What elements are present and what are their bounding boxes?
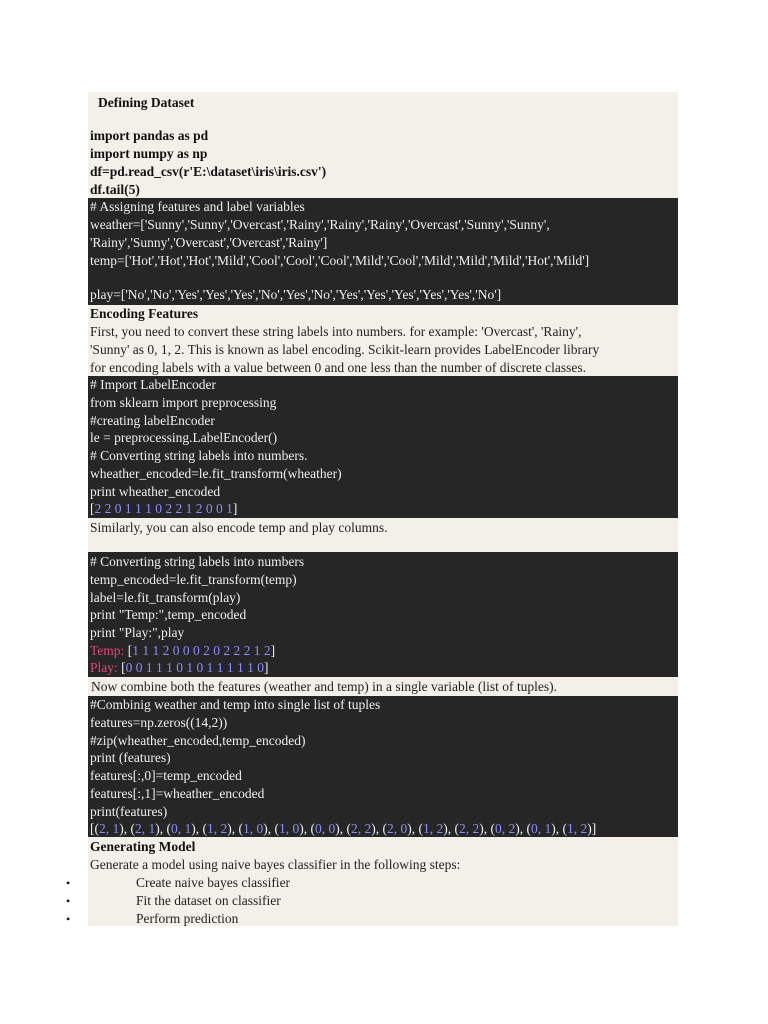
list-item: Fit the dataset on classifier [136, 893, 281, 908]
paren: ( [490, 821, 495, 836]
bracket: [ [90, 821, 95, 836]
paren: ( [94, 821, 99, 836]
paren: ), [371, 821, 383, 836]
code-line: 'Rainy','Sunny','Overcast','Overcast','Rainy'] [90, 235, 328, 250]
bracket: ] [591, 821, 597, 836]
paren: ), [227, 821, 239, 836]
code-line: features[:,0]=temp_encoded [90, 768, 242, 783]
bullet-icon: • [66, 912, 71, 926]
paren: ( [346, 821, 351, 836]
paren: ), [191, 821, 203, 836]
code-line: le = preprocessing.LabelEncoder() [90, 430, 278, 445]
tuple-value: 1, 0 [243, 821, 264, 836]
encoded-values: 0 0 1 1 1 0 1 0 1 1 1 1 1 0 [125, 660, 265, 675]
encoded-values: 2 2 0 1 1 1 0 2 2 1 2 0 0 1 [94, 501, 233, 516]
code-line: #zip(wheather_encoded,temp_encoded) [90, 733, 306, 748]
code-line: # Converting string labels into numbers [90, 554, 305, 569]
paren: ( [202, 821, 207, 836]
code-line: play=['No','No','Yes','Yes','Yes','No','Yes','No','Yes','Yes','Yes','Yes','Yes','No'] [90, 287, 502, 302]
code-line: # Assigning features and label variables [90, 199, 305, 214]
code-block-assign-variables [88, 198, 678, 305]
tuple-value: 1, 0 [279, 821, 300, 836]
paren: ( [166, 821, 171, 836]
paren: ( [382, 821, 387, 836]
bullet-icon: • [66, 876, 71, 890]
paren: ), [479, 821, 491, 836]
code-output-features [90, 820, 596, 838]
paragraph-line: Generate a model using naive bayes classifier in the following steps: [90, 857, 461, 872]
code-line: print wheather_encoded [90, 484, 221, 499]
code-line: # Import LabelEncoder [90, 377, 216, 392]
tuple-value: 1, 2 [207, 821, 228, 836]
bracket: ] [232, 501, 238, 516]
code-block-label-encoder [88, 376, 678, 518]
paren: ( [562, 821, 567, 836]
code-block-encode-temp-play [88, 552, 678, 677]
list-item: Create naive bayes classifier [136, 875, 291, 890]
code-line: wheather_encoded=le.fit_transform(wheather) [90, 466, 342, 481]
code-output-weather-encoded [90, 500, 237, 518]
tuple-value: 1, 2 [423, 821, 444, 836]
section-heading-defining-dataset: Defining Dataset [98, 95, 195, 110]
code-line: print(features) [90, 804, 168, 819]
bracket: [ [124, 643, 133, 658]
paren: ) [587, 821, 592, 836]
paren: ), [299, 821, 311, 836]
tuple-value: 2, 2 [459, 821, 480, 836]
output-label: Temp: [90, 643, 125, 658]
bracket: ] [270, 643, 276, 658]
tuple-value: 0, 0 [315, 821, 336, 836]
tuple-value: 0, 1 [531, 821, 552, 836]
paren: ), [263, 821, 275, 836]
paren: ( [274, 821, 279, 836]
code-output-temp [90, 642, 275, 660]
paren: ( [238, 821, 243, 836]
paren: ( [418, 821, 423, 836]
paragraph-line: Similarly, you can also encode temp and play columns. [90, 520, 388, 535]
code-output-play [90, 659, 269, 677]
paren: ( [454, 821, 459, 836]
code-line: print (features) [90, 750, 171, 765]
paragraph-line: Now combine both the features (weather and temp) in a single variable (list of tuples). [91, 679, 557, 694]
code-line: temp_encoded=le.fit_transform(temp) [90, 572, 297, 587]
paren: ), [551, 821, 563, 836]
bracket: ] [264, 660, 269, 675]
code-line: label=le.fit_transform(play) [90, 590, 241, 605]
code-line: # Converting string labels into numbers. [90, 448, 308, 463]
bracket: [ [117, 660, 126, 675]
code-line: print "Temp:",temp_encoded [90, 607, 247, 622]
code-line: #creating labelEncoder [90, 413, 215, 428]
tuple-value: 1, 2 [567, 821, 588, 836]
tuple-value: 2, 1 [135, 821, 156, 836]
code-line: print "Play:",play [90, 625, 185, 640]
paren: ), [443, 821, 455, 836]
output-label: Play: [90, 660, 118, 675]
paragraph-line: 'Sunny' as 0, 1, 2. This is known as label encoding. Scikit-learn provides LabelEncoder library [90, 342, 600, 357]
paren: ), [515, 821, 527, 836]
import-line: import numpy as np [90, 146, 208, 161]
tuple-value: 2, 0 [387, 821, 408, 836]
paren: ), [155, 821, 167, 836]
paragraph-line: First, you need to convert these string labels into numbers. for example: 'Overcast', 'Rainy', [90, 324, 582, 339]
tuple-value: 0, 2 [495, 821, 516, 836]
import-line: df=pd.read_csv(r'E:\dataset\iris\iris.csv') [90, 164, 327, 179]
import-line: df.tail(5) [90, 182, 140, 197]
paren: ), [407, 821, 419, 836]
code-line: from sklearn import preprocessing [90, 395, 277, 410]
section-heading-encoding-features: Encoding Features [90, 306, 199, 321]
section-heading-generating-model: Generating Model [90, 839, 196, 854]
code-line: features[:,1]=wheather_encoded [90, 786, 265, 801]
tuple-value: 0, 1 [171, 821, 192, 836]
list-item: Perform prediction [136, 911, 239, 926]
paren: ), [335, 821, 347, 836]
code-line: #Combinig weather and temp into single list of tuples [90, 697, 381, 712]
bullet-icon: • [66, 894, 71, 908]
paren: ( [130, 821, 135, 836]
tuple-value: 2, 2 [351, 821, 372, 836]
code-line: temp=['Hot','Hot','Hot','Mild','Cool','Cool','Cool','Mild','Cool','Mild','Mild','Mild','Hot','Mild'] [90, 253, 590, 268]
paren: ), [119, 821, 131, 836]
code-block-combine-features [88, 696, 678, 837]
code-line: features=np.zeros((14,2)) [90, 715, 228, 730]
code-line: weather=['Sunny','Sunny','Overcast','Rainy','Rainy','Rainy','Overcast','Sunny','Sunny', [90, 217, 550, 232]
import-line: import pandas as pd [90, 128, 209, 143]
paren: ( [310, 821, 315, 836]
encoded-values: 1 1 1 2 0 0 0 2 0 2 2 2 1 2 [132, 643, 271, 658]
bracket: [ [90, 501, 95, 516]
paren: ( [526, 821, 531, 836]
tuple-value: 2, 1 [99, 821, 120, 836]
paragraph-line: for encoding labels with a value between 0 and one less than the number of discrete classes. [90, 360, 586, 375]
